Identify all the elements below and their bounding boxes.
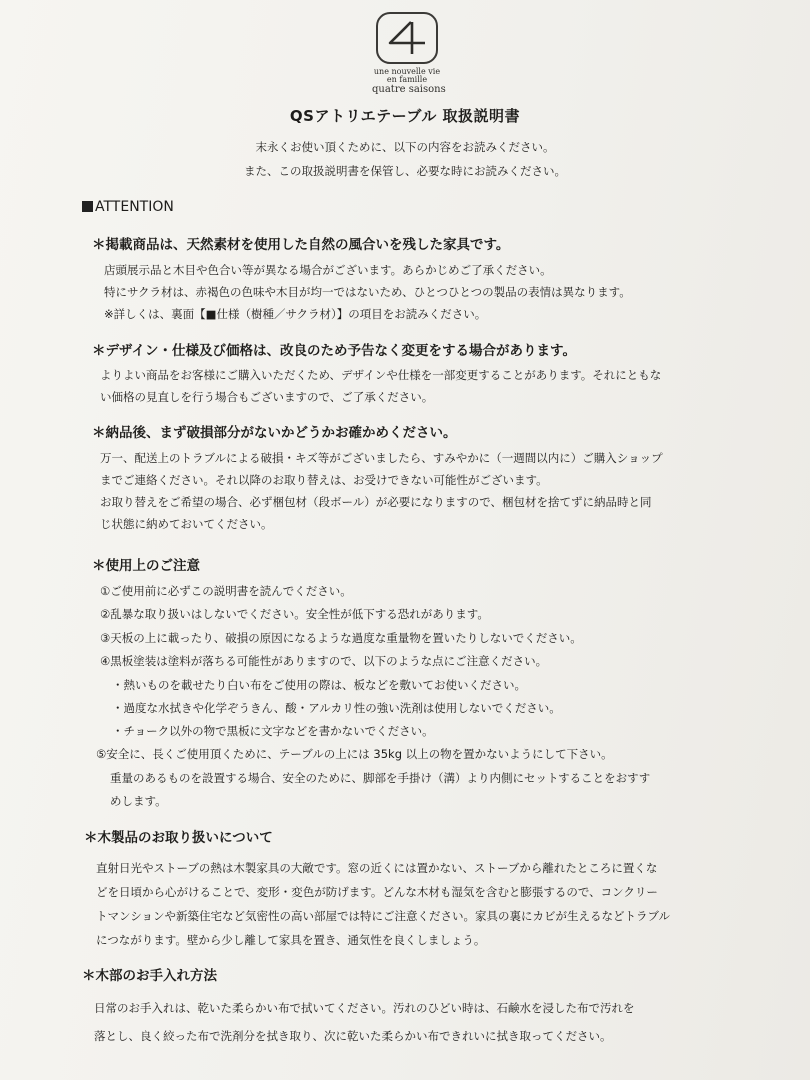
logo-brand: quatre saisons [372,84,446,95]
section-line: ・チョーク以外の物で黒板に文字などを書かないでください。 [112,724,434,738]
attention-heading [82,199,174,215]
section-line: までご連絡ください。それ以降のお取り替えは、お受けできない可能性がございます。 [100,473,548,487]
section-line: お取り替えをご希望の場合、必ず梱包材（段ボール）が必要になりますので、梱包材を捨てずに納品時と同 [100,495,652,509]
section-line: よりよい商品をお客様にご購入いただくため、デザインや仕様を一部変更することがあります。それにともな [100,368,662,382]
section-title: ＊木製品のお取り扱いについて [84,830,273,846]
section-line: 万一、配送上のトラブルによる破損・キズ等がございましたら、すみやかに（一週間以内に）ご購入ショップ [100,451,663,465]
section-line: ・過度な水拭きや化学ぞうきん、酸・アルカリ性の強い洗剤は使用しないでください。 [112,701,561,715]
section-line: ④黒板塗装は塗料が落ちる可能性がありますので、以下のような点にご注意ください。 [100,654,548,668]
section-title: ＊掲載商品は、天然素材を使用した自然の風合いを残した家具です。 [92,237,510,253]
document-title: QSアトリエテーブル 取扱説明書 [289,107,521,125]
section-line: ②乱暴な取り扱いはしないでください。安全性が低下する恐れがあります。 [100,607,489,621]
section-line: どを日頃から心がけることで、変形・変色が防げます。どんな木材も湿気を含むと膨張するので、コンクリー [96,885,658,899]
section-line: 直射日光やストーブの熱は木製家具の大敵です。窓の近くには置かない、ストーブから離れたところに置くな [96,861,658,875]
section-line: 店頭展示品と木目や色合い等が異なる場合がございます。あらかじめご了承ください。 [104,263,552,277]
section-title: ＊デザイン・仕様及び価格は、改良のため予告なく変更をする場合があります。 [92,343,576,359]
section-line: 落とし、良く絞った布で洗剤分を拭き取り、次に乾いた柔らかい布できれいに拭き取ってください。 [94,1029,612,1043]
section-line: ③天板の上に載ったり、破損の原因になるような過度な重量物を置いたりしないでください。 [100,631,582,645]
section-line: ⑤安全に、長くご使用頂くために、テーブルの上には 35kg 以上の物を置かないようにして下さい。 [96,747,613,761]
section-line: めします。 [110,794,167,808]
section-title: ＊納品後、まず破損部分がないかどうかお確かめください。 [92,425,457,441]
section-line: 日常のお手入れは、乾いた柔らかい布で拭いてください。汚れのひどい時は、石鹸水を浸した布で汚れを [94,1001,635,1015]
section-line: ①ご使用前に必ずこの説明書を読んでください。 [100,584,352,598]
section-line: い価格の見直しを行う場合もございますので、ご了承ください。 [100,390,434,404]
logo-tagline-1: une nouvelle vie [373,67,441,76]
logo-mark [376,12,438,64]
intro-line: 末永くお使い頂くために、以下の内容をお読みください。 [255,140,555,154]
section-title: ＊使用上のご注意 [92,558,200,574]
section-line: 特にサクラ材は、赤褐色の色味や木目が均一ではないため、ひとつひとつの製品の表情は異なります。 [104,285,631,299]
black-square-icon [82,201,93,212]
section-line: につながります。壁から少し離して家具を置き、通気性を良くしましょう。 [96,933,486,947]
section-line: トマンションや新築住宅など気密性の高い部屋では特にご注意ください。家具の裏にカビが生えるなどトラブル [96,909,671,923]
section-line: ・熱いものを載せたり白い布をご使用の際は、板などを敷いてお使いください。 [112,678,526,692]
attention-label: ATTENTION [95,199,174,215]
section-title: ＊木部のお手入れ方法 [82,968,217,984]
brand-logo [372,12,446,95]
section-line: じ状態に納めておいてください。 [100,517,273,531]
section-line: ※詳しくは、裏面【■仕様（樹種／サクラ材）】の項目をお読みください。 [104,307,487,321]
section-line: 重量のあるものを設置する場合、安全のために、脚部を手掛け（溝）より内側にセットすることをおすす [110,771,651,785]
intro-line: また、この取扱説明書を保管し、必要な時にお読みください。 [244,164,566,178]
logo-tagline-2: en famille [386,75,428,84]
four-logo-icon [385,19,429,57]
